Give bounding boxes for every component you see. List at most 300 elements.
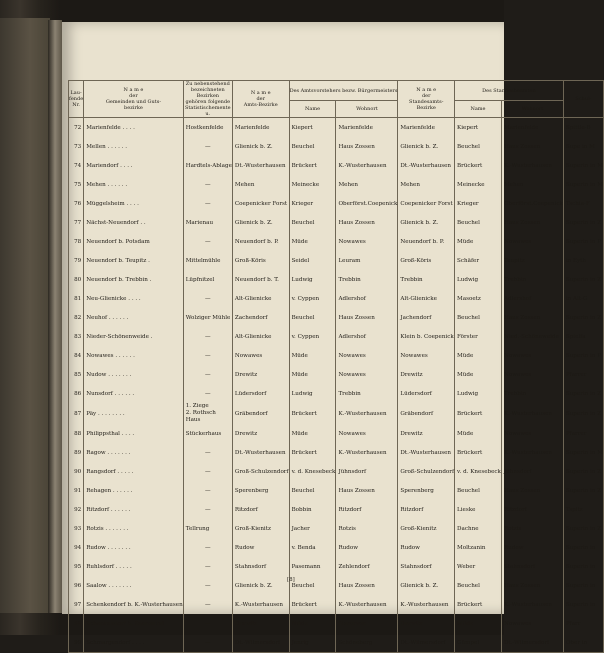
table-row	[69, 403, 604, 424]
row-number: 82	[69, 308, 84, 327]
row-number: 97	[69, 595, 84, 614]
book-spine	[48, 20, 62, 613]
beamter-wohnort: Teupitz	[501, 251, 563, 270]
amtsbezirk: K.-Wusterhausen	[232, 595, 289, 614]
vorsteher-name: Brückert	[289, 443, 336, 462]
document-page	[62, 22, 603, 646]
header-beamter-wohnort: Wohnort	[501, 101, 563, 118]
beamter-wohnort: Nowawes	[501, 365, 563, 384]
amtsbezirk: Dt.-Wilmersdorf	[232, 633, 289, 653]
einbezogen: —	[183, 462, 232, 481]
vorsteher-name: Beuchel	[289, 481, 336, 500]
table-row	[69, 251, 604, 270]
standesamt: Mehen	[398, 175, 455, 194]
standesamt: Alt-Glienicke	[398, 289, 455, 308]
amtsbezirk: Mehen	[232, 175, 289, 194]
amtsbezirk: Marienfelde	[232, 118, 289, 138]
einbezogen: Marienau	[183, 213, 232, 232]
table-row	[69, 194, 604, 213]
beamter-wohnort: Trebbin	[501, 270, 563, 289]
header-standesbeamten: Des Standesbeamten	[455, 81, 564, 101]
table-row	[69, 557, 604, 576]
gemeinde-name: Nunsdorf . . . . . .	[84, 384, 183, 403]
beamter-wohnort: Ritzdorf	[501, 500, 563, 519]
gemeinde-name: Nieder-Schönenweide .	[84, 327, 183, 346]
cut-column: in Eyth	[563, 251, 603, 270]
standesamt: Coepenicker Forst	[398, 194, 455, 213]
standesamt: Rudow	[398, 538, 455, 557]
beamter-name: Müde	[455, 232, 502, 251]
cut-column: Spielfa	[563, 327, 603, 346]
einbezogen: —	[183, 614, 232, 633]
standesamt: Lüdersdorf	[398, 384, 455, 403]
table-row	[69, 614, 604, 633]
vorsteher-name: Müde	[289, 365, 336, 384]
beamter-wohnort: Jühnsdorf	[501, 462, 563, 481]
header-lfd-nr: Lau- fende Nr.	[69, 81, 84, 118]
row-number: 76	[69, 194, 84, 213]
standesamt: Marienfelde	[398, 118, 455, 138]
gemeinde-name: Neu-Glienicke . . . .	[84, 289, 183, 308]
beamter-name: Moltzanin	[455, 538, 502, 557]
header-beamter-name: Name	[455, 101, 502, 118]
vorsteher-wohnort: Nowawes	[336, 346, 398, 365]
gemeinde-name: Mehen . . . . . .	[84, 175, 183, 194]
header-standesamt: N a m e der Standesamts- Bezirke	[398, 81, 455, 118]
table-row	[69, 538, 604, 557]
cut-column: Superin in Z	[563, 308, 603, 327]
gemeinde-name: Rotzis . . . . . . .	[84, 519, 183, 538]
einbezogen: Tellrung	[183, 519, 232, 538]
einbezogen: Mittelmühle	[183, 251, 232, 270]
amtsbezirk: Groß-Schulzendorf	[232, 462, 289, 481]
vorsteher-wohnort: K.-Wusterhausen	[336, 595, 398, 614]
row-number: 99	[69, 633, 84, 653]
table-row	[69, 213, 604, 232]
amtsbezirk: Gräbendorf	[232, 403, 289, 424]
beamter-name: Brückert	[455, 443, 502, 462]
table-row	[69, 137, 604, 156]
beamter-name: Krieger	[455, 194, 502, 213]
beamter-wohnort: Nied.-Schöneweide	[501, 327, 563, 346]
table-row	[69, 424, 604, 443]
table-row	[69, 500, 604, 519]
beamter-name: Weber	[455, 557, 502, 576]
beamter-wohnort: Mehen	[501, 175, 563, 194]
einbezogen-second-line: 2. Rothsch Haus	[185, 410, 216, 423]
vorsteher-name: Ludwig	[289, 270, 336, 289]
einbezogen: Lüpfnitzel	[183, 270, 232, 289]
vorsteher-wohnort: Trebbin	[336, 270, 398, 289]
vorsteher-name: Beuchel	[289, 308, 336, 327]
standesamt: Neuendorf b. P.	[398, 232, 455, 251]
einbezogen: —	[183, 633, 232, 653]
cut-column: Pfarr	[563, 614, 603, 633]
beamter-name: Ludwig	[455, 384, 502, 403]
row-number: 95	[69, 557, 84, 576]
row-number: 83	[69, 327, 84, 346]
vorsteher-wohnort: Mehen	[336, 175, 398, 194]
einbezogen: —	[183, 443, 232, 462]
table-row	[69, 576, 604, 595]
row-number: 91	[69, 481, 84, 500]
gemeinde-name: Neuhof . . . . . .	[84, 308, 183, 327]
standesamt: Drewitz	[398, 614, 455, 633]
beamter-name: Müde	[455, 614, 502, 633]
vorsteher-wohnort: Trebbin	[336, 384, 398, 403]
vorsteher-name: Müde	[289, 424, 336, 443]
beamter-name: Beuchel	[455, 137, 502, 156]
vorsteher-wohnort: Nowawes	[336, 365, 398, 384]
beamter-wohnort: Nowawes	[501, 346, 563, 365]
vorsteher-wohnort: Oberförst.Coepenick	[336, 194, 398, 213]
beamter-name: Brückert	[455, 595, 502, 614]
row-number: 89	[69, 443, 84, 462]
vorsteher-wohnort: Haus Zossen	[336, 481, 398, 500]
vorsteher-name: Müde	[289, 346, 336, 365]
vorsteher-name: v. d. Knesebeck	[289, 462, 336, 481]
table-row	[69, 443, 604, 462]
beamter-name: Beuchel	[455, 481, 502, 500]
standesamt: Ritzdorf	[398, 500, 455, 519]
gemeinde-name: Mellen . . . . . .	[84, 137, 183, 156]
standesamt: K.-Wusterhausen	[398, 595, 455, 614]
table-row	[69, 633, 604, 653]
amtsbezirk: Zachendorf	[232, 308, 289, 327]
vorsteher-wohnort: Rotzis	[336, 519, 398, 538]
vorsteher-name: Müde	[289, 614, 336, 633]
amtsbezirk: Lüdersdorf	[232, 384, 289, 403]
amtsbezirk: Ritzdorf	[232, 500, 289, 519]
row-number: 86	[69, 384, 84, 403]
beamter-wohnort: K.-Wusterhausen	[501, 156, 563, 175]
vorsteher-wohnort: Leuram	[336, 251, 398, 270]
beamter-wohnort: K.-Wusterhausen	[501, 443, 563, 462]
row-number: 94	[69, 538, 84, 557]
table-row	[69, 308, 604, 327]
vorsteher-name: Jenrig	[289, 633, 336, 653]
page-number: [8]	[287, 577, 295, 583]
einbezogen: —	[183, 481, 232, 500]
vorsteher-name: Beuchel	[289, 213, 336, 232]
gemeinde-name: Ritzdorf . . . . . .	[84, 500, 183, 519]
vorsteher-name: Bobbin	[289, 500, 336, 519]
amtsbezirk: Groß-Kienitz	[232, 519, 289, 538]
beamter-wohnort: Stahnsdorf	[501, 557, 563, 576]
beamter-wohnort: Nowawes	[501, 614, 563, 633]
amtsbezirk: Stahnsdorf	[232, 557, 289, 576]
vorsteher-wohnort: Ritzdorf	[336, 500, 398, 519]
vorsteher-name: Ludwig	[289, 384, 336, 403]
standesamt: Gräbendorf	[398, 403, 455, 424]
beamter-wohnort: Trebbin	[501, 384, 563, 403]
einbezogen: Stückerhaus	[183, 424, 232, 443]
einbezogen: —	[183, 365, 232, 384]
cut-column: Superin in M	[563, 156, 603, 175]
table-row	[69, 365, 604, 384]
beamter-wohnort: Haus Zossen	[501, 213, 563, 232]
gemeinde-name: Rehagen . . . . . .	[84, 481, 183, 500]
cut-column: Spittle-B	[563, 118, 603, 138]
gemeinde-name: Schmargendorf . . . .	[84, 633, 183, 653]
vorsteher-wohnort: K.-Wusterhausen	[336, 156, 398, 175]
beamter-wohnort: Rotzis	[501, 519, 563, 538]
row-number: 84	[69, 346, 84, 365]
gemeinde-name: Schenkendorf b. Saarmund	[84, 614, 183, 633]
beamter-wohnort: Nowawes	[501, 424, 563, 443]
gemeinde-name: Nächst-Neuendorf . .	[84, 213, 183, 232]
cut-column: Superin in M	[563, 443, 603, 462]
table-row	[69, 156, 604, 175]
amtsbezirk: Drewitz	[232, 424, 289, 443]
cut-column: Superin in	[563, 595, 603, 614]
row-number: 73	[69, 137, 84, 156]
gemeinde-name: Marienfelde . . . .	[84, 118, 183, 138]
beamter-wohnort: Adlershof	[501, 289, 563, 308]
einbezogen: —	[183, 384, 232, 403]
beamter-wohnort: Haus Zossen	[501, 308, 563, 327]
row-number: 75	[69, 175, 84, 194]
table-row	[69, 346, 604, 365]
table-row	[69, 462, 604, 481]
beamter-wohnort: K.-Wusterhausen	[501, 403, 563, 424]
table-row	[69, 595, 604, 614]
beamter-wohnort: Rudow	[501, 538, 563, 557]
standesamt: Groß-Schulzendorf	[398, 462, 455, 481]
table-row	[69, 175, 604, 194]
einbezogen-first-line: 1. Ziege	[185, 403, 209, 409]
standesamt: Dt.-Wilmersdorf	[398, 633, 455, 653]
vorsteher-wohnort: Rudow	[336, 538, 398, 557]
vorsteher-name: Kiepert	[289, 118, 336, 138]
standesamt: Groß-Kienitz	[398, 519, 455, 538]
cut-column: Ober in	[563, 633, 603, 653]
row-number: 87	[69, 403, 84, 424]
table-row	[69, 289, 604, 308]
standesamt: Stahnsdorf	[398, 557, 455, 576]
amtsbezirk: Glienick b. Z.	[232, 137, 289, 156]
header-vorsteher-name: Name	[289, 101, 336, 118]
vorsteher-wohnort: Schöneberg	[336, 633, 398, 653]
beamter-name: v. d. Knesebeck	[455, 462, 502, 481]
beamter-name: Brückert	[455, 403, 502, 424]
gemeinde-name: Ragow . . . . . . .	[84, 443, 183, 462]
einbezogen: —	[183, 557, 232, 576]
amtsbezirk: Dt.-Wusterhausen	[232, 443, 289, 462]
cut-column: Superin in P	[563, 232, 603, 251]
standesamt: Jachendorf	[398, 308, 455, 327]
cut-column: Supe in M	[563, 137, 603, 156]
vorsteher-wohnort: K.-Wusterhausen	[336, 443, 398, 462]
amtsbezirk: Groß-Köris	[232, 251, 289, 270]
vorsteher-wohnort: K.-Wusterhausen	[336, 403, 398, 424]
beamter-name: Beuchel	[455, 308, 502, 327]
table-row	[69, 270, 604, 289]
vorsteher-name: Beuchel	[289, 137, 336, 156]
row-number: 81	[69, 289, 84, 308]
vorsteher-wohnort: Adlershof	[336, 327, 398, 346]
row-number: 98	[69, 614, 84, 633]
header-amtsbezirk: N a m e der Amts-Bezirke	[232, 81, 289, 118]
beamter-name: Masoetz	[455, 289, 502, 308]
gemeinde-name: Ruhlsdorf . . . . .	[84, 557, 183, 576]
amtsbezirk: Neuendorf b. P.	[232, 232, 289, 251]
gemeinde-name: Rudow . . . . . . .	[84, 538, 183, 557]
header-vorsteher-wohnort: Wohnort	[336, 101, 398, 118]
vorsteher-name: Beuchel	[289, 576, 336, 595]
standesamt: Nowawes	[398, 346, 455, 365]
amtsbezirk: Rudow	[232, 538, 289, 557]
amtsbezirk: Drewitz	[232, 614, 289, 633]
cut-column: Superin in P	[563, 346, 603, 365]
beamter-name: Beuchel	[455, 213, 502, 232]
einbezogen: —	[183, 289, 232, 308]
table-row	[69, 481, 604, 500]
einbezogen	[183, 403, 232, 424]
cut-column: Tschia-F	[563, 194, 603, 213]
einbezogen: —	[183, 576, 232, 595]
amtsbezirk: Neuendorf b. T.	[232, 270, 289, 289]
row-number: 79	[69, 251, 84, 270]
gemeinde-name: Nudow . . . . . . .	[84, 365, 183, 384]
header-amtsvorsteher: Des Amtsvorstehers bezw. Bürgermeisters	[289, 81, 398, 101]
vorsteher-wohnort: Nowawes	[336, 232, 398, 251]
amtsbezirk: Drewitz	[232, 365, 289, 384]
beamter-name: Gümpel	[455, 633, 502, 653]
einbezogen: —	[183, 232, 232, 251]
vorsteher-wohnort: Nowawes	[336, 424, 398, 443]
beamter-name: Brückert	[455, 156, 502, 175]
gemeinde-name: Müggelsheim . . . .	[84, 194, 183, 213]
vorsteher-name: v. Cyppen	[289, 327, 336, 346]
header-gemeinde: N a m e der Gemeinden und Guts- bezirke	[84, 81, 183, 118]
beamter-name: Schäfer	[455, 251, 502, 270]
cut-column: Superin in	[563, 557, 603, 576]
standesamt: Klein b. Coepenick	[398, 327, 455, 346]
cut-column: in Alt-G	[563, 289, 603, 308]
amtsbezirk: Glienick b. Z.	[232, 576, 289, 595]
einbezogen: —	[183, 194, 232, 213]
cut-column: Superin in Z	[563, 462, 603, 481]
einbezogen: —	[183, 500, 232, 519]
vorsteher-name: Brückert	[289, 403, 336, 424]
header-einbezogene: Zu nebenstehend bezeichneten Bezirken gehören folgende Statistischemente u.	[184, 81, 231, 117]
vorsteher-wohnort: Haus Zossen	[336, 213, 398, 232]
cut-column: Superin in Z	[563, 403, 603, 424]
table-row	[69, 519, 604, 538]
standesamt: Dt.-Wusterhausen	[398, 156, 455, 175]
cut-column: Superin in Z	[563, 270, 603, 289]
beamter-wohnort: Oberförst.Coepenick	[501, 194, 563, 213]
beamter-name: Meinecke	[455, 175, 502, 194]
header-cut-right: Schul-	[563, 81, 603, 118]
cut-column: Superin in Z	[563, 384, 603, 403]
beamter-name: Dachne	[455, 519, 502, 538]
table-body	[69, 118, 604, 653]
cut-column: Pfarrer	[563, 365, 603, 384]
gemeinde-name: Rangsdorf . . . . .	[84, 462, 183, 481]
beamter-name: Lieske	[455, 500, 502, 519]
beamter-wohnort: K.-Wusterhausen	[501, 595, 563, 614]
left-page-edge	[0, 18, 50, 613]
vorsteher-name: Jacher	[289, 519, 336, 538]
cut-column: Superin in M	[563, 175, 603, 194]
standesamt: Groß-Köris	[398, 251, 455, 270]
table-row	[69, 232, 604, 251]
vorsteher-name: v. Cyppen	[289, 289, 336, 308]
beamter-name: Ludwig	[455, 270, 502, 289]
gemeinde-name: Nowawes . . . . . .	[84, 346, 183, 365]
vorsteher-name: Brückert	[289, 156, 336, 175]
table-row	[69, 384, 604, 403]
vorsteher-wohnort: Zehlendorf	[336, 557, 398, 576]
beamter-name: Kiepert	[455, 118, 502, 138]
standesamt: Dt.-Wusterhausen	[398, 443, 455, 462]
amtsbezirk: Sperenberg	[232, 481, 289, 500]
cut-column: Superin in Z	[563, 481, 603, 500]
standesamt: Glienick b. Z.	[398, 576, 455, 595]
row-number: 92	[69, 500, 84, 519]
vorsteher-name: v. Benda	[289, 538, 336, 557]
vorsteher-name: Krieger	[289, 194, 336, 213]
gemeinde-name: Mariendorf . . . .	[84, 156, 183, 175]
table-row	[69, 118, 604, 138]
standesamt: Trebbin	[398, 270, 455, 289]
standesamt: Glienick b. Z.	[398, 137, 455, 156]
vorsteher-name: Müde	[289, 232, 336, 251]
vorsteher-name: Meinecke	[289, 175, 336, 194]
beamter-wohnort: Haus Zossen	[501, 137, 563, 156]
gemeinde-name: Neuendorf b. Trebbin .	[84, 270, 183, 289]
beamter-name: Müde	[455, 424, 502, 443]
amtsbezirk: Alt-Glienicke	[232, 327, 289, 346]
vorsteher-name: Pasemann	[289, 557, 336, 576]
standesamt: Drewitz	[398, 424, 455, 443]
cut-column: Superin in Z	[563, 213, 603, 232]
gemeinde-name: Neuendorf b. Teupitz .	[84, 251, 183, 270]
einbezogen: Hostkenfelde	[183, 118, 232, 138]
vorsteher-wohnort: Haus Zossen	[336, 137, 398, 156]
vorsteher-wohnort: Haus Zossen	[336, 576, 398, 595]
beamter-wohnort: Nowawes	[501, 232, 563, 251]
vorsteher-wohnort: Marienfelde	[336, 118, 398, 138]
gemeinde-name: Päy . . . . . . . .	[84, 403, 183, 424]
vorsteher-wohnort: Adlershof	[336, 289, 398, 308]
beamter-wohnort: Marienfelde	[501, 118, 563, 138]
einbezogen: Hardtels-Ablage	[183, 156, 232, 175]
standesamt: Drewitz	[398, 365, 455, 384]
standesamt: Sperenberg	[398, 481, 455, 500]
cut-column: Tspitz	[563, 500, 603, 519]
gemeinde-name: Schenkendorf b. K.-Wusterhausen	[84, 595, 183, 614]
amtsbezirk: Dt.-Wusterhausen	[232, 156, 289, 175]
table-row	[69, 327, 604, 346]
row-number: 85	[69, 365, 84, 384]
vorsteher-wohnort: Nowawes	[336, 614, 398, 633]
municipality-table	[68, 80, 604, 653]
row-number: 77	[69, 213, 84, 232]
amtsbezirk: Alt-Glienicke	[232, 289, 289, 308]
row-number: 93	[69, 519, 84, 538]
vorsteher-name: Brückert	[289, 595, 336, 614]
einbezogen: —	[183, 175, 232, 194]
beamter-name: Beuchel	[455, 576, 502, 595]
vorsteher-wohnort: Jühnsdorf	[336, 462, 398, 481]
einbezogen: —	[183, 538, 232, 557]
gemeinde-name: Saalow . . . . . . .	[84, 576, 183, 595]
cut-column: Superin in Z	[563, 519, 603, 538]
gemeinde-name: Neuendorf b. Potsdam	[84, 232, 183, 251]
